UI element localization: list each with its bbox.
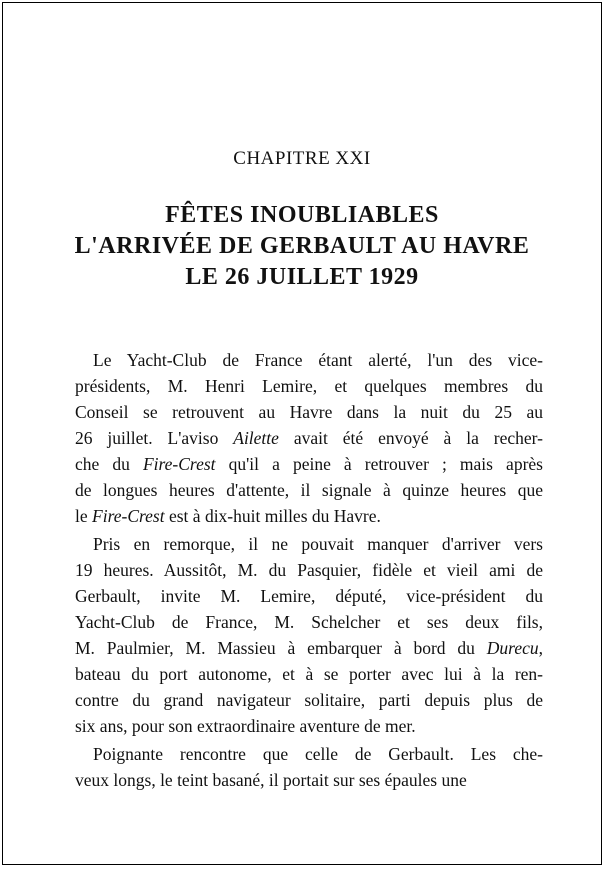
text-run: le xyxy=(75,506,93,526)
text-line xyxy=(75,767,543,793)
text-run: che du xyxy=(75,454,143,474)
text-run: 26 juillet. L'aviso xyxy=(75,428,234,448)
text-run: Le Yacht-Club de France étant alerté, l'un des vice- xyxy=(93,350,543,370)
text-run: qu'il a peine à retrouver ; mais après xyxy=(215,454,543,474)
text-run: Pris en remorque, il ne pouvait manquer d'arriver vers xyxy=(93,534,543,554)
text-line xyxy=(75,347,543,373)
text-run: Conseil se retrouvent au Havre dans la nuit du 25 au xyxy=(75,402,543,422)
text-run: veux longs, le teint basané, il portait sur ses épaules une xyxy=(75,770,467,790)
italic-text: Durecu xyxy=(486,638,539,658)
text-run: Yacht-Club de France, M. Schelcher et ses deux fils, xyxy=(75,612,543,632)
text-line xyxy=(75,531,543,557)
paragraph xyxy=(75,347,543,529)
body-text xyxy=(75,347,543,793)
text-line xyxy=(75,687,543,713)
italic-text: Fire-Crest xyxy=(92,506,165,526)
text-run: Gerbault, invite M. Lemire, député, vice-président du xyxy=(75,586,543,606)
text-line xyxy=(75,583,543,609)
italic-text: Fire-Crest xyxy=(142,454,216,474)
text-run: bateau du port autonome, et à se porter avec lui à la ren- xyxy=(75,664,543,684)
text-line xyxy=(75,635,543,661)
text-run: de longues heures d'attente, il signale à quinze heures que xyxy=(75,480,543,500)
text-run: 19 heures. Aussitôt, M. du Pasquier, fidèle et vieil ami de xyxy=(75,560,543,580)
text-line xyxy=(75,713,543,739)
text-run: présidents, M. Henri Lemire, et quelques membres du xyxy=(75,376,543,396)
text-run: M. Paulmier, M. Massieu à embarquer à bord du xyxy=(75,638,487,658)
text-run: Poignante rencontre que celle de Gerbault. Les che- xyxy=(93,744,543,764)
text-run: contre du grand navigateur solitaire, parti depuis plus de xyxy=(75,690,543,710)
paragraph xyxy=(75,531,543,739)
text-run: avait été envoyé à la recher- xyxy=(278,428,543,448)
chapter-heading: CHAPITRE XXI xyxy=(233,148,371,169)
chapter-title-line: FÊTES INOUBLIABLES xyxy=(165,202,439,228)
text-line xyxy=(75,477,543,503)
chapter-title-line: LE 26 JUILLET 1929 xyxy=(185,264,419,290)
text-run: six ans, pour son extraordinaire aventure de mer. xyxy=(75,716,416,736)
text-line xyxy=(75,741,543,767)
text-line xyxy=(75,425,543,451)
text-run: est à dix-huit milles du Havre. xyxy=(164,506,381,526)
italic-text: Ailette xyxy=(233,428,279,448)
text-line xyxy=(75,661,543,687)
text-line xyxy=(75,503,543,529)
text-line xyxy=(75,399,543,425)
paragraph xyxy=(75,741,543,793)
book-page xyxy=(2,2,602,865)
text-line xyxy=(75,557,543,583)
text-line xyxy=(75,609,543,635)
text-run: , xyxy=(538,638,543,658)
text-line xyxy=(75,373,543,399)
chapter-title xyxy=(3,200,601,293)
text-line xyxy=(75,451,543,477)
chapter-title-line: L'ARRIVÉE DE GERBAULT AU HAVRE xyxy=(74,233,530,259)
